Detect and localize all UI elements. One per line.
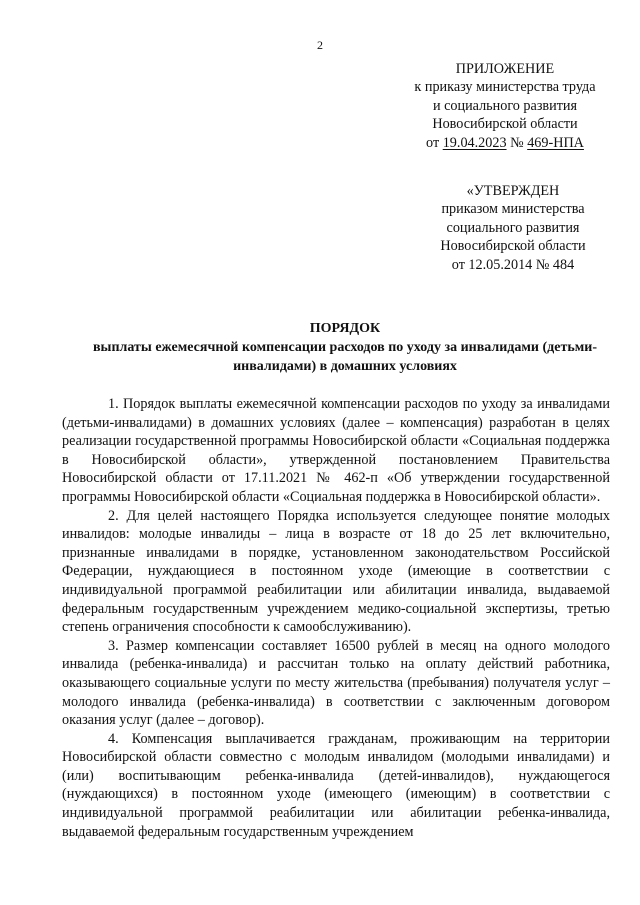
paragraph-3: 3. Размер компенсации составляет 16500 рублей в месяц на одного молодого инвалида (ребенка-инвалида) и рассчитан только на оплату действий работника, оказывающего социальные услуги по месту жительства (пребывания) получателя услуг – молодого инвалида (ребенка-инвалида) в соответствии с заключенным договором оказания услуг (далее – договор). bbox=[62, 637, 610, 729]
appendix-line: к приказу министерства труда bbox=[414, 79, 596, 96]
approval-date-line: от 12.05.2014 № 484 bbox=[451, 256, 575, 273]
appendix-date: 19.04.2023 bbox=[442, 134, 507, 151]
approval-line: Новосибирской области bbox=[440, 238, 586, 255]
approval-line: приказом министерства bbox=[441, 201, 585, 218]
appendix-date-prefix: от bbox=[426, 134, 443, 151]
appendix-number-sign: № bbox=[506, 134, 528, 151]
appendix-line: Новосибирской области bbox=[432, 116, 578, 133]
appendix-title: ПРИЛОЖЕНИЕ bbox=[455, 61, 555, 77]
appendix-header bbox=[398, 60, 612, 152]
paragraph-4: 4. Компенсация выплачивается гражданам, проживающим на территории Новосибирской области совместно с молодым инвалидом (молодыми инвалидами) и (или) воспитывающим ребенка-инвалида (детей-инвалидов), нуждающегося (нуждающихся) в постоянном уходе (имеющего (имеющим) в соответствии с индивидуальной программой реабилитации или абилитации ребенка-инвалида, выдаваемой федеральным государственным учреждением bbox=[62, 730, 610, 840]
approval-header bbox=[418, 182, 608, 274]
paragraph-2: 2. Для целей настоящего Порядка используется следующее понятие молодых инвалидов: молодые инвалиды – лица в возрасте от 18 до 25 лет включительно, признанные инвалидами в порядке, установленном законодательством Российской Федерации, нуждающиеся в постоянном уходе (имеющие в соответствии с индивидуальной программой реабилитации или абилитации инвалида, выдаваемой федеральным государственным учреждением медико-социальной экспертизы, третью степень ограничения способности к самообслуживанию). bbox=[62, 507, 610, 636]
document-body bbox=[62, 395, 610, 841]
page-number: 2 bbox=[317, 38, 323, 52]
paragraph-1: 1. Порядок выплаты ежемесячной компенсации расходов по уходу за инвалидами (детьми-инвалидами) в домашних условиях (далее – компенсация) разработан в целях реализации государственной программы Новосибирской области «Социальная поддержка в Новосибирской области», утвержденной постановлением Правительства Новосибирской области от 17.11.2021 № 462-п «Об утверждении государственной программы Новосибирской области «Социальная поддержка в Новосибирской области». bbox=[62, 396, 610, 505]
document-title: ПОРЯДОК bbox=[309, 321, 381, 336]
document-subtitle: выплаты ежемесячной компенсации расходов по уходу за инвалидами (детьми-инвалидами) в домашних условиях bbox=[92, 340, 597, 374]
approval-title: «УТВЕРЖДЕН bbox=[466, 183, 560, 199]
appendix-number: 469-НПА bbox=[527, 134, 584, 151]
appendix-line: и социального развития bbox=[432, 97, 578, 114]
appendix-date-line bbox=[398, 134, 612, 152]
approval-line: социального развития bbox=[446, 219, 580, 236]
